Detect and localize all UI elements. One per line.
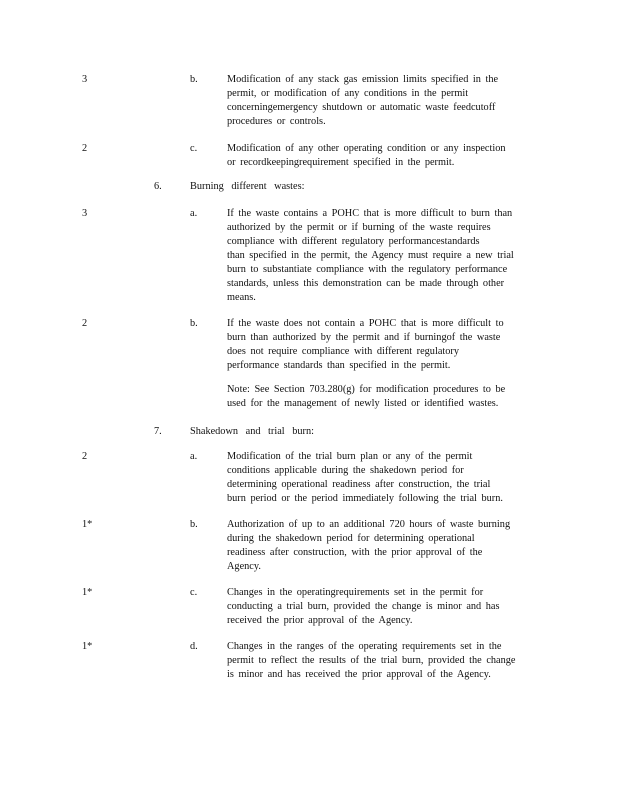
item-text [227,317,535,373]
item-text [227,586,535,628]
class-number: 2 [82,318,88,329]
text-line: readiness after construction, with the prior approval of the [227,547,483,558]
item-letter: a. [190,208,198,219]
item-letter: c. [190,587,198,598]
text-line: Note: See Section 703.280(g) for modification procedures to be [227,384,506,395]
text-line: means. [227,292,256,303]
text-line: Authorization of up to an additional 720 hours of waste burning [227,519,511,530]
text-line: or recordkeepingrequirement specified in the permit. [227,157,455,168]
item-text [227,207,535,305]
class-number: 3 [82,74,88,85]
item-text [227,450,535,506]
text-line: Agency. [227,561,261,572]
text-line: burn than authorized by the permit and if burningof the waste [227,332,501,343]
text-line: permit to reflect the results of the trial burn, provided the change [227,655,516,666]
text-line: procedures or controls. [227,116,326,127]
text-line: Modification of the trial burn plan or any of the permit [227,451,473,462]
text-line: is minor and has received the prior approval of the Agency. [227,669,491,680]
class-number: 1* [82,641,93,652]
item-text [227,640,535,682]
section-title: Shakedown and trial burn: [190,426,314,437]
text-line: burn to substantiate compliance with the regulatory performance [227,264,508,275]
text-line: used for the management of newly listed or identified wastes. [227,398,499,409]
text-line: authorized by the permit or if burning of the waste requires [227,222,491,233]
class-number: 1* [82,587,93,598]
text-line: conducting a trial burn, provided the change is minor and has [227,601,500,612]
text-line: Modification of any stack gas emission limits specified in the [227,74,499,85]
text-line: conditions applicable during the shakedown period for [227,465,464,476]
text-line: standards, unless this demonstration can be made through other [227,278,505,289]
class-number: 2 [82,143,88,154]
class-number: 2 [82,451,88,462]
text-line: does not require compliance with different regulatory [227,346,459,357]
text-line: If the waste contains a POHC that is more difficult to burn than [227,208,513,219]
text-line: compliance with different regulatory performancestandards [227,236,480,247]
item-letter: b. [190,519,198,530]
text-line: Changes in the operatingrequirements set in the permit for [227,587,484,598]
section-number: 7. [154,426,162,437]
item-text [227,142,535,170]
text-line: If the waste does not contain a POHC that is more difficult to [227,318,504,329]
item-letter: c. [190,143,198,154]
item-letter: d. [190,641,198,652]
item-letter: b. [190,74,198,85]
text-line: received the prior approval of the Agency. [227,615,413,626]
item-letter: b. [190,318,198,329]
text-line: concerningemergency shutdown or automatic waste feedcutoff [227,102,496,113]
class-number: 1* [82,519,93,530]
note-text [227,383,535,411]
class-number: 3 [82,208,88,219]
section-number: 6. [154,181,162,192]
text-line: performance standards than specified in the permit. [227,360,451,371]
item-letter: a. [190,451,198,462]
text-line: determining operational readiness after construction, the trial [227,479,491,490]
item-text [227,518,535,574]
text-line: permit, or modification of any conditions in the permit [227,88,469,99]
item-text [227,73,535,129]
text-line: Changes in the ranges of the operating requirements set in the [227,641,502,652]
text-line: during the shakedown period for determining operational [227,533,475,544]
section-title: Burning different wastes: [190,181,305,192]
text-line: burn period or the period immediately following the trial burn. [227,493,503,504]
text-line: Modification of any other operating condition or any inspection [227,143,506,154]
text-line: than specified in the permit, the Agency must require a new trial [227,250,514,261]
